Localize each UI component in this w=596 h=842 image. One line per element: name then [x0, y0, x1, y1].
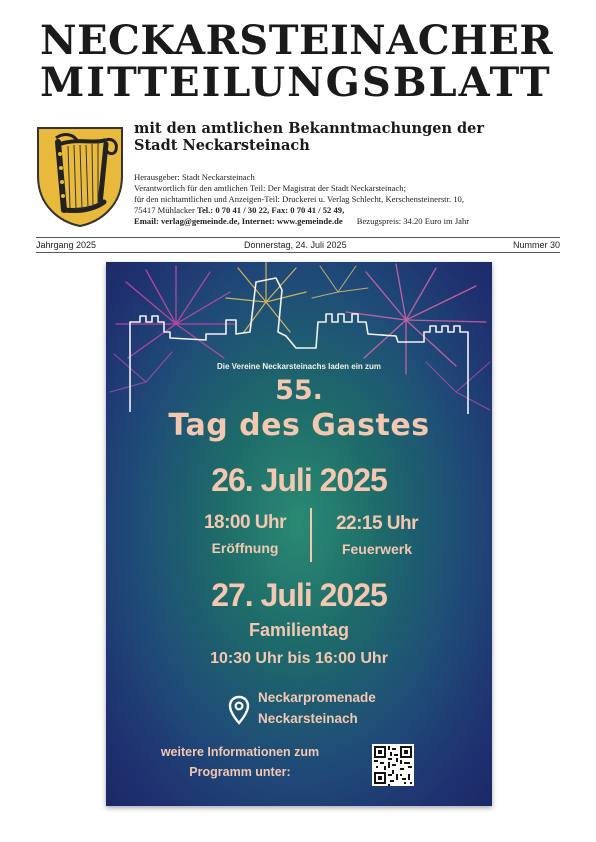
publisher-line5 — [134, 216, 574, 227]
poster-edition-number: 55. — [275, 375, 323, 406]
publisher-info — [134, 172, 574, 227]
family-day-hours: 10:30 Uhr bis 16:00 Uhr — [210, 650, 388, 667]
masthead — [40, 17, 560, 106]
subtitle-line2: Stadt Neckarsteinach — [134, 137, 310, 154]
poster-date-day2: 27. Juli 2025 — [211, 577, 387, 613]
publisher-line1: Herausgeber: Stadt Neckarsteinach — [134, 172, 255, 182]
header-rule-top — [36, 237, 560, 238]
masthead-title-line2: MITTEILUNGSBLATT — [40, 59, 552, 106]
location-line2: Neckarsteinach — [258, 711, 358, 726]
issue-number: Nummer 30 — [512, 240, 560, 250]
publisher-line4 — [134, 205, 574, 216]
header-rule-bottom — [36, 252, 560, 253]
masthead-subtitle — [134, 120, 564, 154]
location-line1: Neckarpromenade — [258, 690, 376, 705]
poster-invitation: Die Vereine Neckarsteinachs laden ein zum — [216, 362, 382, 371]
publisher-email-web: Email: verlag@gemeinde.de, Internet: www.gemeinde.de — [134, 216, 343, 226]
subtitle-line1: mit den amtlichen Bekanntmachungen der — [134, 120, 485, 137]
opening-label: Eröffnung — [211, 540, 279, 556]
publisher-line2: Verantwortlich für den amtlichen Teil: Der Magistrat der Stadt Neckarsteinach; — [134, 183, 406, 193]
issue-date: Donnerstag, 24. Juli 2025 — [244, 240, 347, 250]
issue-volume: Jahrgang 2025 — [36, 240, 97, 250]
fireworks-label: Feuerwerk — [341, 541, 413, 557]
publisher-line3: für den nichtamtlichen und Anzeigen-Teil: Druckerei u. Verlag Schlecht, Kerschensteinerstr. 10, — [134, 194, 464, 204]
opening-time: 18:00 Uhr — [203, 512, 287, 533]
masthead-title-line1: NECKARSTEINACHER — [40, 17, 554, 64]
publisher-phone-fax: Tel.: 0 70 41 / 30 22, Fax: 0 70 41 / 52 49, — [197, 205, 345, 215]
time-divider — [310, 508, 312, 562]
more-info-line1: weitere Informationen zum — [160, 745, 320, 759]
issue-dateline — [36, 239, 560, 252]
more-info-line2: Programm unter: — [189, 765, 291, 779]
publisher-place: 75417 Mühlacker — [134, 205, 195, 215]
map-pin-icon — [228, 695, 250, 725]
family-day-label: Familientag — [248, 620, 350, 640]
event-poster — [106, 262, 492, 806]
harp-coat-of-arms-icon — [34, 124, 126, 228]
subscription-price: Bezugspreis: 34.20 Euro im Jahr — [356, 216, 470, 226]
poster-title: Tag des Gastes — [168, 408, 430, 443]
poster-date-day1: 26. Juli 2025 — [211, 462, 387, 498]
fireworks-time: 22:15 Uhr — [335, 513, 419, 534]
qr-code-icon[interactable] — [372, 744, 414, 786]
